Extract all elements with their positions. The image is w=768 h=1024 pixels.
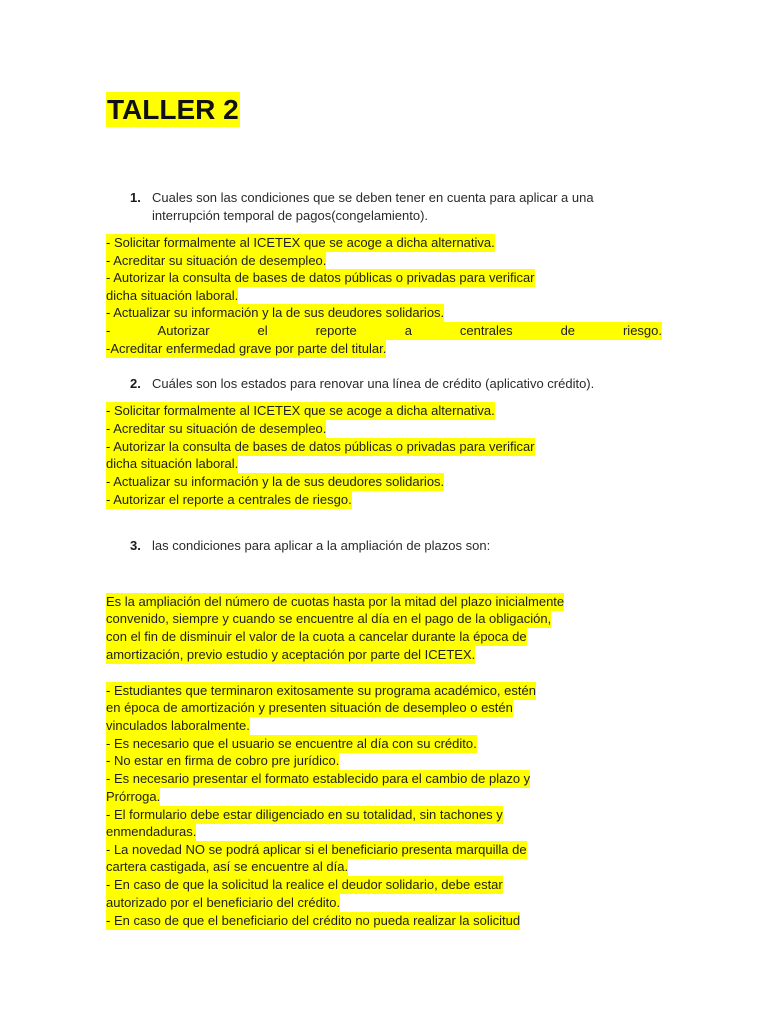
question-2-number: 2.: [130, 376, 141, 391]
answer-2-line: [106, 438, 535, 456]
answer-2-line: [106, 473, 444, 491]
answer-2-text: - Acreditar su situación de desempleo.: [106, 421, 327, 436]
answer-3-list-text: cartera castigada, así se encuentre al día.: [106, 859, 349, 874]
answer-3-list-line: [106, 752, 339, 770]
answer-3-intro-line: [106, 646, 475, 664]
answer-2-line: [106, 455, 238, 473]
answer-3-intro-text: amortización, previo estudio y aceptación por parte del ICETEX.: [106, 647, 476, 662]
answer-2-text: - Autorizar la consulta de bases de datos públicas o privadas para verificar: [106, 439, 535, 454]
answer-1-line: [106, 269, 535, 287]
question-2-line: Cuáles son los estados para renovar una línea de crédito (aplicativo crédito).: [152, 376, 595, 391]
answer-1-line: [106, 340, 386, 358]
answer-3-list-text: - Es necesario presentar el formato establecido para el cambio de plazo y: [106, 771, 531, 786]
answer-3-list-text: en época de amortización y presenten situación de desempleo o estén: [106, 700, 513, 715]
question-1-line: Cuales son las condiciones que se deben tener en cuenta para aplicar a una: [152, 190, 594, 205]
question-1-line: interrupción temporal de pagos(congelamiento).: [152, 208, 429, 223]
answer-3-intro-text: con el fin de disminuir el valor de la cuota a cancelar durante la época de: [106, 629, 527, 644]
answer-3-list-line: [106, 876, 503, 894]
answer-1-text: -Acreditar enfermedad grave por parte del titular.: [106, 341, 387, 356]
answer-2-line: [106, 420, 326, 438]
answer-3-list-line: [106, 788, 160, 806]
answer-2-text: dicha situación laboral.: [106, 456, 239, 471]
answer-3-list-text: - Es necesario que el usuario se encuentre al día con su crédito.: [106, 736, 477, 751]
answer-3-list-line: [106, 894, 340, 912]
answer-3-list-text: autorizado por el beneficiario del crédito.: [106, 895, 341, 910]
answer-3-list-line: [106, 841, 527, 859]
question-1-number: 1.: [130, 190, 141, 205]
question-3-number: 3.: [130, 538, 141, 553]
answer-1-text: - Solicitar formalmente al ICETEX que se acoge a dicha alternativa.: [106, 235, 495, 250]
answer-3-list-line: [106, 699, 513, 717]
answer-3-intro-line: [106, 610, 551, 628]
answer-3-intro-text: convenido, siempre y cuando se encuentre al día en el pago de la obligación,: [106, 611, 552, 626]
answer-3-list-text: enmendaduras.: [106, 824, 197, 839]
answer-1-text: dicha situación laboral.: [106, 288, 239, 303]
answer-3-list-line: [106, 806, 503, 824]
answer-1-line: [106, 287, 238, 305]
answer-3-list-line: [106, 912, 520, 930]
answer-3-list-line: [106, 770, 530, 788]
answer-3-list-line: [106, 823, 196, 841]
answer-3-list-text: - Estudiantes que terminaron exitosamente su programa académico, estén: [106, 683, 536, 698]
page-title: TALLER 2: [107, 94, 239, 125]
answer-3-list-line: [106, 735, 477, 753]
answer-3-list-line: [106, 858, 348, 876]
answer-3-list-line: [106, 717, 250, 735]
answer-3-list-text: - La novedad NO se podrá aplicar si el beneficiario presenta marquilla de: [106, 842, 527, 857]
question-3-line: las condiciones para aplicar a la ampliación de plazos son:: [152, 538, 491, 553]
answer-1-line: [106, 252, 326, 270]
answer-3-intro-line: [106, 628, 527, 646]
answer-1-text: - Actualizar su información y la de sus deudores solidarios.: [106, 305, 445, 320]
answer-1-justified-line: - Autorizar el reporte a centrales de riesgo.: [106, 323, 662, 338]
answer-3-list-text: - En caso de que la solicitud la realice el deudor solidario, debe estar: [106, 877, 503, 892]
answer-3-intro-line: [106, 593, 564, 611]
answer-2-text: - Autorizar el reporte a centrales de riesgo.: [106, 492, 352, 507]
answer-3-intro-text: Es la ampliación del número de cuotas hasta por la mitad del plazo inicialmente: [106, 594, 565, 609]
answer-3-list-text: vinculados laboralmente.: [106, 718, 250, 733]
answer-1-text: - Autorizar la consulta de bases de datos públicas o privadas para verificar: [106, 270, 535, 285]
answer-1-line: [106, 304, 444, 322]
answer-3-list-text: Prórroga.: [106, 789, 161, 804]
answer-3-list-text: - El formulario debe estar diligenciado en su totalidad, sin tachones y: [106, 807, 503, 822]
answer-3-list-line: [106, 682, 536, 700]
answer-3-list-text: - En caso de que el beneficiario del crédito no pueda realizar la solicitud: [106, 913, 521, 928]
answer-2-line: [106, 491, 352, 509]
answer-3-list-text: - No estar en firma de cobro pre jurídico.: [106, 753, 340, 768]
answer-2-text: - Solicitar formalmente al ICETEX que se acoge a dicha alternativa.: [106, 403, 495, 418]
answer-2-line: [106, 402, 495, 420]
answer-1-line: [106, 234, 495, 252]
answer-1-text: - Acreditar su situación de desempleo.: [106, 253, 327, 268]
answer-2-text: - Actualizar su información y la de sus deudores solidarios.: [106, 474, 445, 489]
